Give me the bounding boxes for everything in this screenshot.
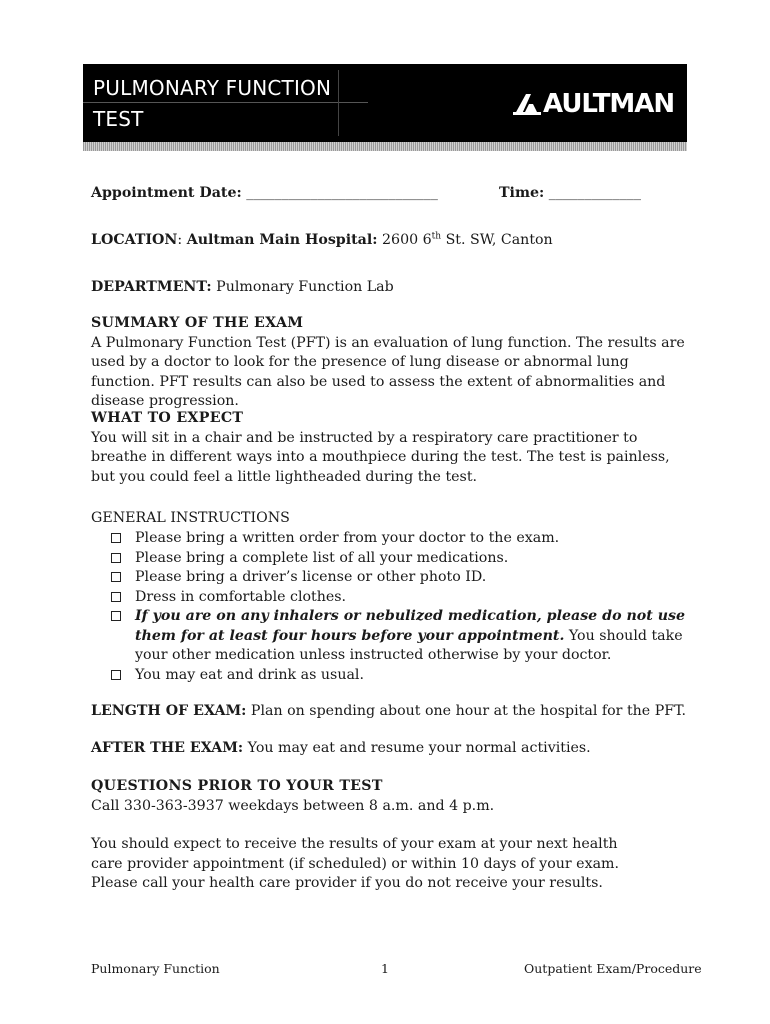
location-row (91, 231, 553, 251)
header-stripe (83, 142, 687, 151)
location-address: 2600 6 (377, 232, 432, 248)
list-item (111, 529, 687, 549)
questions-body: Call 330-363-3937 weekdays between 8 a.m. and 4 p.m. (91, 797, 495, 814)
footer-page-number: 1 (381, 961, 389, 976)
checkbox-icon[interactable] (111, 553, 121, 563)
inhaler-warning: If you are on any inhalers or nebulized medication, please do not use them for at least four hours before your appointment. (135, 608, 686, 644)
location-separator: : (177, 232, 187, 248)
location-hospital: Aultman Main Hospital: (186, 232, 378, 248)
location-address-rest: St. SW, Canton (441, 232, 553, 248)
after-row (91, 739, 591, 759)
footer-right: Outpatient Exam/Procedure (524, 961, 702, 976)
length-label: LENGTH OF EXAM: (91, 703, 247, 719)
header-rule (83, 102, 368, 103)
checkbox-icon[interactable] (111, 533, 121, 543)
after-label: AFTER THE EXAM: (91, 740, 244, 756)
list-item (111, 568, 687, 588)
header-banner (83, 64, 687, 142)
appointment-date-blank: ___________________________ (246, 185, 438, 201)
time-label: Time: (499, 185, 545, 201)
footer-left: Pulmonary Function (91, 961, 220, 976)
expect-heading: WHAT TO EXPECT (91, 410, 244, 426)
header-divider (338, 70, 339, 136)
summary-body: A Pulmonary Function Test (PFT) is an evaluation of lung function. The results are used by a doctor to look for the presence of lung disease or abnormal lung function. PFT results can also be used to assess the extent of abnormalities and disease progression. (91, 334, 685, 409)
checkbox-icon[interactable] (111, 670, 121, 680)
instructions-heading: GENERAL INSTRUCTIONS (91, 510, 290, 526)
time-row (499, 184, 641, 204)
list-item-text: Please bring a complete list of all your medications. (135, 549, 509, 566)
appointment-date-row (91, 184, 438, 204)
expect-section (91, 409, 671, 487)
inhaler-note: You should take your other medication unless instructed otherwise by your doctor. (135, 627, 683, 663)
summary-section (91, 314, 687, 412)
questions-section (91, 777, 687, 816)
department-row (91, 278, 394, 298)
location-address-sup: th (431, 231, 442, 242)
list-item-text: You may eat and drink as usual. (135, 666, 364, 683)
list-item-text: Please bring a driver’s license or other photo ID. (135, 569, 487, 585)
checkbox-icon[interactable] (111, 592, 121, 602)
list-item-text: Please bring a written order from your doctor to the exam. (135, 530, 560, 546)
list-item (111, 549, 687, 569)
document-title: PULMONARY FUNCTION (93, 76, 332, 100)
list-item (111, 666, 687, 686)
list-item-inhalers (111, 607, 687, 666)
department-value: Pulmonary Function Lab (211, 279, 394, 295)
expect-body: You will sit in a chair and be instructed by a respiratory care practitioner to breathe in different ways into a mouthpiece during the test. The test is painless, but you could feel a little lightheaded during the test. (91, 429, 670, 485)
location-label: LOCATION (91, 232, 178, 248)
document-title-line2: TEST (93, 107, 144, 131)
checkbox-icon[interactable] (111, 572, 121, 582)
after-value: You may eat and resume your normal activities. (243, 740, 591, 756)
list-item (111, 588, 687, 608)
list-item-text: Dress in comfortable clothes. (135, 588, 347, 605)
department-label: DEPARTMENT: (91, 279, 212, 295)
checkbox-icon[interactable] (111, 611, 121, 621)
aultman-logo-icon (513, 92, 541, 116)
instructions-list (111, 529, 687, 685)
summary-heading: SUMMARY OF THE EXAM (91, 315, 304, 331)
length-value: Plan on spending about one hour at the hospital for the PFT. (246, 703, 686, 719)
aultman-logo (513, 86, 674, 122)
appointment-date-label: Appointment Date: (91, 185, 242, 201)
results-note: You should expect to receive the results of your exam at your next health care provider appointment (if scheduled) or within 10 days of your exam. Please call your health care provider if you do not receive your results. (91, 836, 619, 891)
length-row (91, 702, 686, 722)
logo-text: AULTMAN (543, 89, 675, 119)
time-blank: _____________ (548, 185, 641, 201)
questions-heading: QUESTIONS PRIOR TO YOUR TEST (91, 778, 383, 794)
